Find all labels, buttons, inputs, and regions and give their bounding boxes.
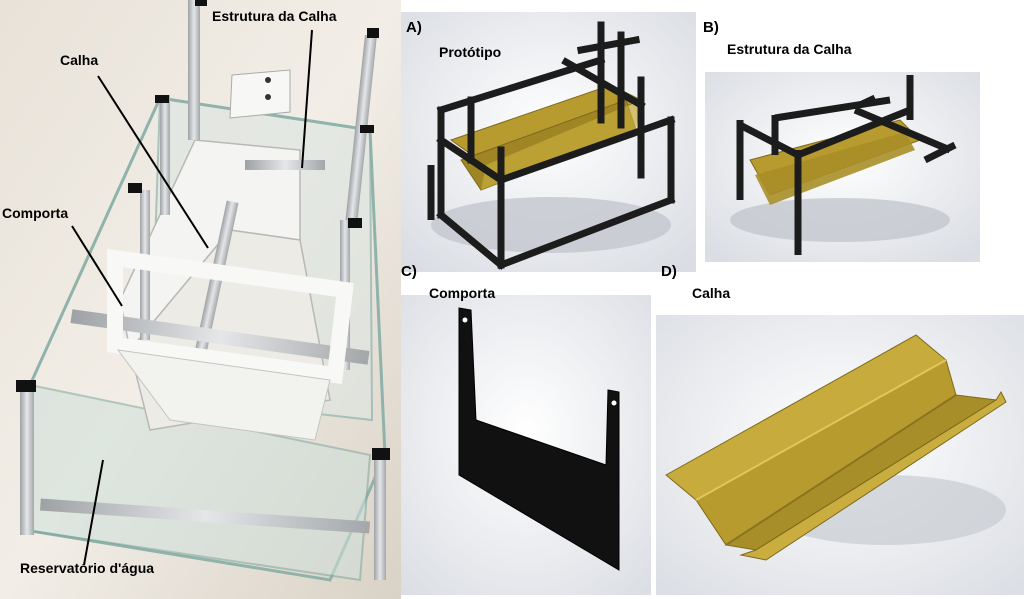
panel-d-calha bbox=[656, 260, 1024, 599]
calha-render bbox=[656, 260, 1024, 599]
panel-a-letter: A) bbox=[406, 19, 422, 36]
comporta-render bbox=[401, 260, 656, 599]
prototype-photo bbox=[0, 0, 401, 599]
panel-c-title: Comporta bbox=[429, 285, 496, 301]
panel-a-title: Protótipo bbox=[439, 44, 502, 60]
label-comporta: Comporta bbox=[2, 205, 69, 221]
panel-d-title: Calha bbox=[692, 285, 731, 301]
panel-b-estrutura bbox=[700, 0, 1024, 272]
label-reservatorio: Reservatório d'água bbox=[20, 560, 155, 576]
panel-d-letter: D) bbox=[661, 263, 677, 280]
label-estrutura-da-calha: Estrutura da Calha bbox=[212, 8, 337, 24]
panel-b-letter: B) bbox=[703, 19, 719, 36]
panel-b-title: Estrutura da Calha bbox=[727, 41, 852, 57]
label-calha: Calha bbox=[60, 52, 99, 68]
panel-a-prototipo bbox=[401, 0, 696, 272]
prototipo-render bbox=[401, 0, 696, 272]
panel-c-letter: C) bbox=[401, 263, 417, 280]
panel-c-comporta bbox=[401, 260, 656, 599]
prototype-photo-drawing bbox=[0, 0, 401, 599]
